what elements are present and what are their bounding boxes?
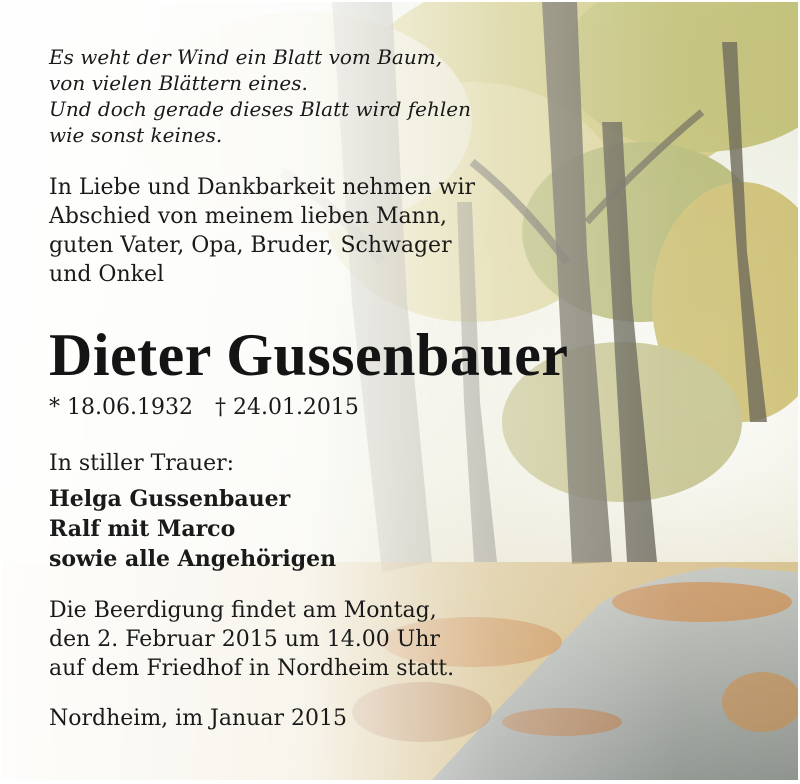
statement-line: In Liebe und Dankbarkeit nehmen wir xyxy=(49,175,476,200)
poem-line: wie sonst keines. xyxy=(49,123,223,147)
statement-line: Abschied von meinem lieben Mann, xyxy=(49,204,448,229)
mourner-name: sowie alle Angehörigen xyxy=(49,546,337,572)
mourner-name: Helga Gussenbauer xyxy=(49,486,291,512)
funeral-details xyxy=(49,596,454,683)
statement-line: guten Vater, Opa, Bruder, Schwager xyxy=(49,233,452,258)
life-dates xyxy=(49,394,359,422)
farewell-statement xyxy=(49,173,475,289)
birth-date: * 18.06.1932 xyxy=(49,395,193,420)
place-and-date: Nordheim, im Januar 2015 xyxy=(49,706,347,731)
mourner-name: Ralf mit Marco xyxy=(49,516,236,542)
funeral-line: auf dem Friedhof in Nordheim statt. xyxy=(49,656,455,681)
death-date: † 24.01.2015 xyxy=(214,395,359,420)
poem-line: Es weht der Wind ein Blatt vom Baum, xyxy=(49,45,443,69)
statement-line: und Onkel xyxy=(49,262,165,287)
mourners-list xyxy=(49,484,336,574)
deceased-name: Dieter Gussenbauer xyxy=(49,322,569,388)
poem-line: von vielen Blättern eines. xyxy=(49,71,308,95)
funeral-line: Die Beerdigung findet am Montag, xyxy=(49,598,437,623)
mourning-label: In stiller Trauer: xyxy=(49,451,235,476)
poem-line: Und doch gerade dieses Blatt wird fehlen xyxy=(49,97,471,121)
funeral-line: den 2. Februar 2015 um 14.00 Uhr xyxy=(49,627,440,652)
memorial-poem xyxy=(49,44,471,148)
obituary-notice xyxy=(2,2,798,780)
